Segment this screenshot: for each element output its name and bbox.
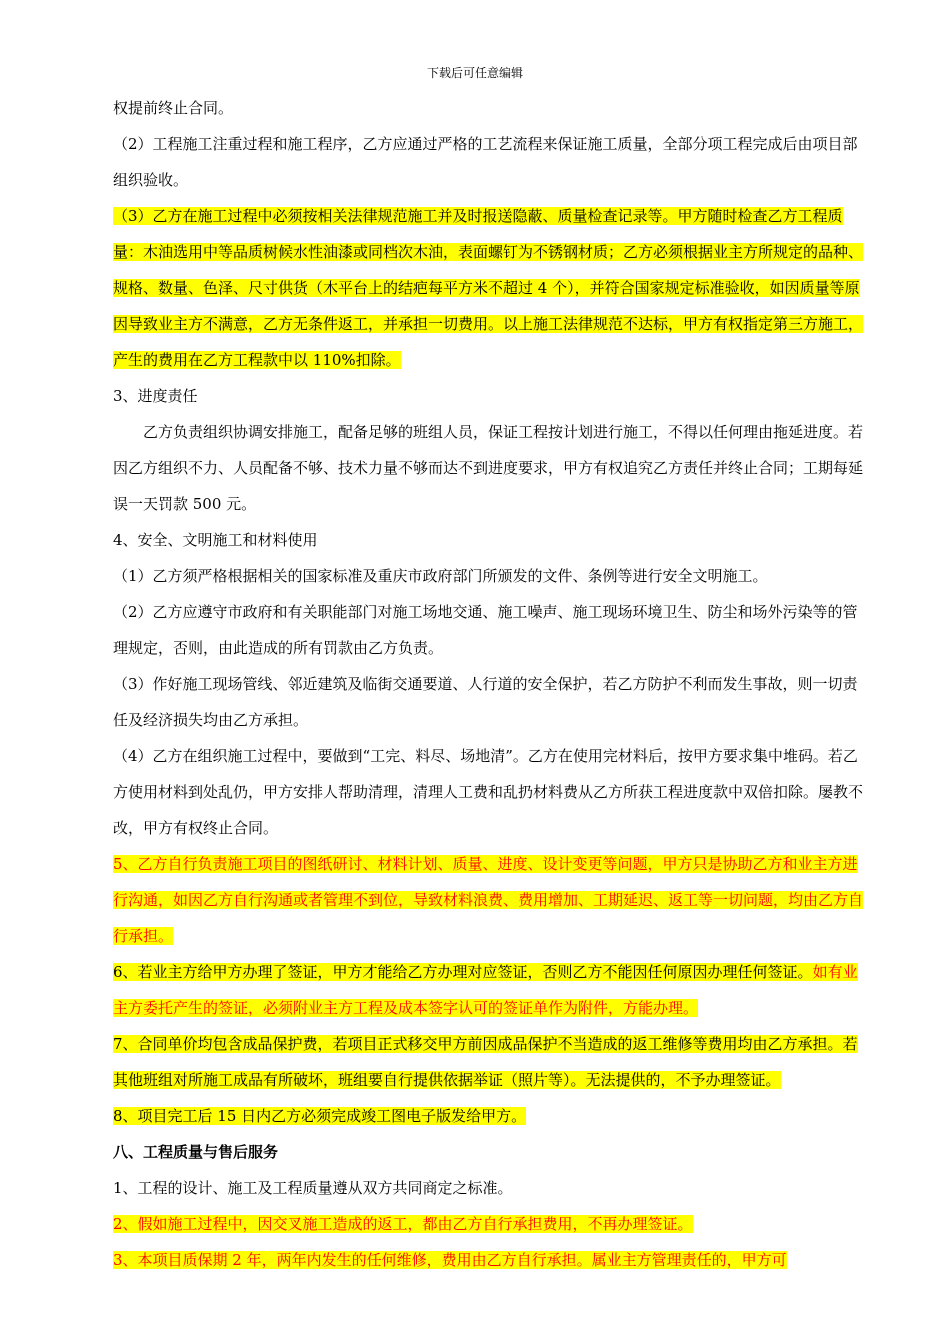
section-heading-schedule: [113, 378, 865, 414]
paragraph-material-cleanup: [113, 738, 865, 846]
paragraph-contract-termination: [113, 90, 865, 126]
paragraph-text: （2）工程施工注重过程和施工程序，乙方应通过严格的工艺流程来保证施工质量，全部分项工程完成后由项目部组织验收。: [113, 135, 858, 189]
highlighted-text: 7、合同单价均包含成品保护费，若项目正式移交甲方前因成品保护不当造成的返工维修等费用均由乙方承担。若其他班组对所施工成品有所破坏，班组要自行提供依据举证（照片等）。无法提供的，不予办理签证。: [113, 1035, 858, 1089]
paragraph-self-responsibility: [113, 846, 865, 954]
paragraph-site-regulations: [113, 594, 865, 666]
highlighted-red-text: 3、本项目质保期 2 年，两年内发生的任何维修，费用由乙方自行承担。属业主方管理责任的，甲方可: [113, 1251, 787, 1269]
paragraph-cross-construction: [113, 1206, 865, 1242]
paragraph-completion-drawings: [113, 1098, 865, 1134]
highlighted-text: （3）乙方在施工过程中必须按相关法律规范施工并及时报送隐蔽、质量检查记录等。甲方随时检查乙方工程质量：木油选用中等品质树候水性油漆或同档次木油，表面螺钉为不锈钢材质；乙方必须根据业主方所规定的品种、规格、数量、色泽、尺寸供货（木平台上的结疤每平方米不超过 4 个），并符合国家规定标准验收，如因质量等原因导致业主方不满意，乙方无条件返工，并承担一切费用。以上施工法律规范不达标，甲方有权指定第三方施工，产生的费用在乙方工程款中以 110%扣除。: [113, 207, 864, 369]
highlighted-red-text: 如有业主方委托产生的签证，必须附业主方工程及成本签字认可的签证单作为附件，方能办理。: [113, 963, 858, 1017]
paragraph-text: （1）乙方须严格根据相关的国家标准及重庆市政府部门所颁发的文件、条例等进行安全文明施工。: [113, 567, 768, 585]
paragraph-text: 1、工程的设计、施工及工程质量遵从双方共同商定之标准。: [113, 1179, 513, 1197]
paragraph-product-protection: [113, 1026, 865, 1098]
paragraph-visa-handling: [113, 954, 865, 1026]
page-header: 下载后可任意编辑: [426, 66, 523, 80]
heading-text: 八、工程质量与售后服务: [113, 1143, 279, 1161]
heading-text: 4、安全、文明施工和材料使用: [113, 531, 318, 549]
paragraph-text: 乙方负责组织协调安排施工，配备足够的班组人员，保证工程按计划进行施工，不得以任何理由拖延进度。若因乙方组织不力、人员配备不够、技术力量不够而达不到进度要求，甲方有权追究乙方责任并终止合同；工期每延误一天罚款 500 元。: [113, 423, 864, 513]
section-heading-safety: [113, 522, 865, 558]
paragraph-text: 权提前终止合同。: [113, 99, 234, 117]
heading-text: 3、进度责任: [113, 387, 198, 405]
paragraph-text: （4）乙方在组织施工过程中，要做到“工完、料尽、场地清”。乙方在使用完材料后，按甲方要求集中堆码。若乙方使用材料到处乱仍，甲方安排人帮助清理，清理人工费和乱扔材料费从乙方所获工程进度款中双倍扣除。屡教不改，甲方有权终止合同。: [113, 747, 864, 837]
paragraph-quality-inspection: [113, 198, 865, 378]
paragraph-warranty: [113, 1242, 865, 1278]
highlighted-text: 8、项目完工后 15 日内乙方必须完成竣工图电子版发给甲方。: [113, 1107, 527, 1125]
highlighted-red-text: 5、乙方自行负责施工项目的图纸研讨、材料计划、质量、进度、设计变更等问题，甲方只是协助乙方和业主方进行沟通，如因乙方自行沟通或者管理不到位，导致材料浪费、费用增加、工期延迟、返工等一切问题，均由乙方自行承担。: [113, 855, 864, 945]
paragraph-safety-standards: [113, 558, 865, 594]
paragraph-quality-standard: [113, 1170, 865, 1206]
paragraph-text: （2）乙方应遵守市政府和有关职能部门对施工场地交通、施工噪声、施工现场环境卫生、防尘和场外污染等的管理规定，否则，由此造成的所有罚款由乙方负责。: [113, 603, 858, 657]
paragraph-quality-process: [113, 126, 865, 198]
paragraph-site-protection: [113, 666, 865, 738]
paragraph-schedule-responsibility: [113, 414, 865, 522]
document-body: [113, 90, 865, 1278]
highlighted-text: 6、若业主方给甲方办理了签证，甲方才能给乙方办理对应签证，否则乙方不能因任何原因办理任何签证。: [113, 963, 813, 981]
highlighted-red-text: 2、假如施工过程中，因交叉施工造成的返工，都由乙方自行承担费用，不再办理签证。: [113, 1215, 693, 1233]
paragraph-text: （3）作好施工现场管线、邻近建筑及临街交通要道、人行道的安全保护，若乙方防护不利而发生事故，则一切责任及经济损失均由乙方承担。: [113, 675, 858, 729]
section-heading-quality-service: [113, 1134, 865, 1170]
